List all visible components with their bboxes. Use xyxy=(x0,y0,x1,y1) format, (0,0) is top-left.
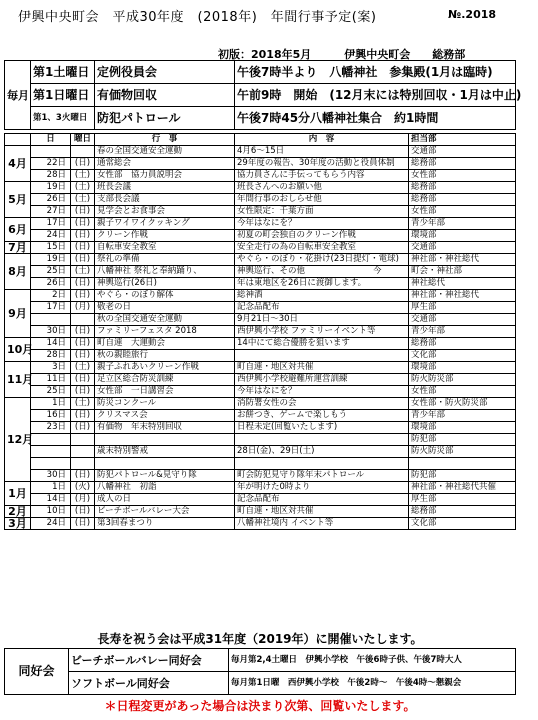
edition-line: 初版：2018年5月 伊興中央町会 総務部 xyxy=(218,48,466,61)
event-day: 22日 xyxy=(31,158,71,170)
event-weekday: (日) xyxy=(71,338,95,350)
event-detail xyxy=(235,350,409,362)
event-weekday: (日) xyxy=(71,218,95,230)
month-label: 3月 xyxy=(5,518,31,530)
event-dept: 文化部 xyxy=(409,518,516,530)
event-day: 24日 xyxy=(31,518,71,530)
schedule-row xyxy=(5,326,516,338)
event-dept: 総務部 xyxy=(409,506,516,518)
event-day: 17日 xyxy=(31,302,71,314)
header-day: 日 xyxy=(31,134,71,146)
schedule-row xyxy=(5,350,516,362)
event-weekday xyxy=(71,434,95,446)
schedule-row xyxy=(5,302,516,314)
club-name: ソフトボール同好会 xyxy=(69,672,229,695)
header-weekday: 曜日 xyxy=(71,134,95,146)
event-name: 春の全国交通安全運動 xyxy=(95,146,235,158)
monthly-label: 毎月 xyxy=(5,61,31,130)
event-dept xyxy=(409,458,516,470)
event-day: 28日 xyxy=(31,350,71,362)
schedule-row xyxy=(5,506,516,518)
event-dept: 交通部 xyxy=(409,146,516,158)
monthly-detail: 午後7時45分八幡神社集合 約1時間 xyxy=(235,107,516,130)
event-dept: 防火防災部 xyxy=(409,374,516,386)
event-weekday: (土) xyxy=(71,398,95,410)
event-detail: 神輿巡行、その他 今 xyxy=(235,266,409,278)
schedule-row xyxy=(5,386,516,398)
clubs-table xyxy=(4,648,516,695)
event-dept: 文化部 xyxy=(409,350,516,362)
event-detail: 町自連・地区対共催 xyxy=(235,506,409,518)
event-dept: 交通部 xyxy=(409,314,516,326)
event-name: 成人の日 xyxy=(95,494,235,506)
event-detail: 西伊興小学校避難所運営訓練 xyxy=(235,374,409,386)
club-detail: 毎月第2,4土曜日 伊興小学校 午後6時子供、午後7時大人 xyxy=(229,649,516,672)
event-name xyxy=(95,434,235,446)
event-dept: 青少年部 xyxy=(409,218,516,230)
event-detail: 町自連・地区対共催 xyxy=(235,362,409,374)
event-day: 30日 xyxy=(31,470,71,482)
event-dept: 交通部 xyxy=(409,242,516,254)
event-weekday: (日) xyxy=(71,422,95,434)
event-weekday: (日) xyxy=(71,374,95,386)
event-weekday: (土) xyxy=(71,194,95,206)
event-dept: 防犯部 xyxy=(409,434,516,446)
event-detail: 14中にて総合優勝を狙います xyxy=(235,338,409,350)
event-dept: 神社部・神社総代 xyxy=(409,254,516,266)
event-day xyxy=(31,146,71,158)
event-weekday: (土) xyxy=(71,182,95,194)
event-dept: 総務部 xyxy=(409,338,516,350)
document-number: №.2018 xyxy=(448,8,497,21)
event-name: 第3回春まつり xyxy=(95,518,235,530)
schedule-row xyxy=(5,362,516,374)
event-dept: 厚生部 xyxy=(409,302,516,314)
event-name: 祭礼の準備 xyxy=(95,254,235,266)
longevity-notice: 長寿を祝う会は平成31年度（2019年）に開催いたします。 xyxy=(97,632,423,646)
event-name xyxy=(95,458,235,470)
event-day: 26日 xyxy=(31,278,71,290)
event-detail: 年間行事のおしらせ他 xyxy=(235,194,409,206)
event-detail: お餅つき、ゲームで楽しもう xyxy=(235,410,409,422)
event-name: 女性部 協力員説明会 xyxy=(95,170,235,182)
club-row xyxy=(5,649,516,672)
event-day: 1日 xyxy=(31,398,71,410)
event-weekday: (日) xyxy=(71,326,95,338)
schedule-row xyxy=(5,422,516,434)
event-weekday: (火) xyxy=(71,482,95,494)
event-day: 19日 xyxy=(31,254,71,266)
event-day xyxy=(31,446,71,458)
event-weekday: (月) xyxy=(71,302,95,314)
event-name: 親子ワイワイクッキング xyxy=(95,218,235,230)
schedule-row xyxy=(5,194,516,206)
event-weekday: (土) xyxy=(71,362,95,374)
event-day: 25日 xyxy=(31,386,71,398)
club-name: ビーチボールバレー同好会 xyxy=(69,649,229,672)
event-detail: 協力員さんに手伝ってもらう内容 xyxy=(235,170,409,182)
event-dept: 防犯部 xyxy=(409,470,516,482)
event-day: 23日 xyxy=(31,422,71,434)
event-name: 防災コンクール xyxy=(95,398,235,410)
event-name: ビーチボールバレー大会 xyxy=(95,506,235,518)
event-name: やぐら・のぼり解体 xyxy=(95,290,235,302)
event-day: 30日 xyxy=(31,326,71,338)
event-dept: 防火防災部 xyxy=(409,446,516,458)
header-event: 行 事 xyxy=(95,134,235,146)
month-label: 6月 xyxy=(5,218,31,242)
event-detail: 西伊興小学校 ファミリーイベント等 xyxy=(235,326,409,338)
event-name: 八幡神社 初詣 xyxy=(95,482,235,494)
event-detail: 総神酒 xyxy=(235,290,409,302)
monthly-event: 防犯パトロール xyxy=(95,107,235,130)
event-detail: 年が明けた0時より xyxy=(235,482,409,494)
monthly-events-table xyxy=(4,60,522,130)
event-detail: 八幡神社境内 イベント等 xyxy=(235,518,409,530)
event-detail: 消防署女性の会 xyxy=(235,398,409,410)
event-day: 10日 xyxy=(31,506,71,518)
schedule-row xyxy=(5,434,516,446)
event-day: 3日 xyxy=(31,362,71,374)
month-label: 5月 xyxy=(5,182,31,218)
month-label: 11月 xyxy=(5,362,31,398)
event-detail: 今年はなにを？ xyxy=(235,386,409,398)
month-label: 10月 xyxy=(5,338,31,362)
schedule-header-row xyxy=(5,134,516,146)
event-day: 2日 xyxy=(31,290,71,302)
event-day: 14日 xyxy=(31,494,71,506)
monthly-detail: 午後7時半より 八幡神社 参集殿(1月は臨時) xyxy=(235,61,516,84)
event-name: 八幡神社 祭礼と奉納踊り、 xyxy=(95,266,235,278)
clubs-label: 同好会 xyxy=(5,649,69,695)
monthly-when: 第1日曜日 xyxy=(31,84,95,107)
event-name: 秋の親睦旅行 xyxy=(95,350,235,362)
schedule-row xyxy=(5,278,516,290)
annual-schedule-table xyxy=(4,133,516,530)
monthly-detail: 午前9時 開始 (12月末には特別回収・1月は中止) xyxy=(235,84,516,107)
event-detail: 女性限定：千葉方面 xyxy=(235,206,409,218)
schedule-row xyxy=(5,410,516,422)
event-detail: 28日(金)、29日(土) xyxy=(235,446,409,458)
monthly-when: 第1、3火曜日 xyxy=(31,107,95,130)
event-name: 神輿巡行(26日) xyxy=(95,278,235,290)
event-name: 歳末特別警戒 xyxy=(95,446,235,458)
event-weekday: (日) xyxy=(71,158,95,170)
event-day: 1日 xyxy=(31,482,71,494)
event-day xyxy=(31,458,71,470)
schedule-row xyxy=(5,254,516,266)
event-dept: 女性部 xyxy=(409,386,516,398)
event-detail: 町会防犯見守り隊年末パトロール xyxy=(235,470,409,482)
event-dept: 環境部 xyxy=(409,362,516,374)
club-row xyxy=(5,672,516,695)
event-day: 19日 xyxy=(31,182,71,194)
schedule-row xyxy=(5,290,516,302)
event-detail: 今年はなにを？ xyxy=(235,218,409,230)
schedule-row xyxy=(5,494,516,506)
schedule-row xyxy=(5,470,516,482)
event-name: 通常総会 xyxy=(95,158,235,170)
event-detail: 29年度の報告、30年度の活動と役員体制 xyxy=(235,158,409,170)
event-dept: 神社部・神社総代共催 xyxy=(409,482,516,494)
event-dept: 女性部 xyxy=(409,206,516,218)
event-day: 26日 xyxy=(31,194,71,206)
event-detail xyxy=(235,458,409,470)
schedule-row xyxy=(5,446,516,458)
monthly-event: 定例役員会 xyxy=(95,61,235,84)
event-name: 町自連 大運動会 xyxy=(95,338,235,350)
event-dept: 環境部 xyxy=(409,230,516,242)
event-name: 自転車安全教室 xyxy=(95,242,235,254)
event-detail: 初夏の町会独自のクリーン作戦 xyxy=(235,230,409,242)
event-day: 15日 xyxy=(31,242,71,254)
event-dept: 青少年部 xyxy=(409,410,516,422)
event-dept: 女性部・防火防災部 xyxy=(409,398,516,410)
month-label: 9月 xyxy=(5,290,31,338)
event-weekday: (日) xyxy=(71,506,95,518)
event-weekday: (土) xyxy=(71,266,95,278)
event-name: 秋の全国交通安全運動 xyxy=(95,314,235,326)
month-label: 4月 xyxy=(5,146,31,182)
header-detail: 内 容 xyxy=(235,134,409,146)
event-day: 17日 xyxy=(31,218,71,230)
event-detail: 記念品配布 xyxy=(235,302,409,314)
month-label: 2月 xyxy=(5,506,31,518)
schedule-row xyxy=(5,518,516,530)
document-title: 伊興中央町会 平成30年度 (2018年) 年間行事予定(案) xyxy=(18,10,377,25)
month-label: 1月 xyxy=(5,482,31,506)
schedule-row xyxy=(5,338,516,350)
month-label: 8月 xyxy=(5,254,31,290)
event-name: 班長会議 xyxy=(95,182,235,194)
schedule-row xyxy=(5,266,516,278)
event-weekday xyxy=(71,146,95,158)
monthly-event: 有価物回収 xyxy=(95,84,235,107)
event-day: 24日 xyxy=(31,230,71,242)
event-weekday: (日) xyxy=(71,470,95,482)
monthly-when: 第1土曜日 xyxy=(31,61,95,84)
schedule-row xyxy=(5,170,516,182)
event-dept: 女性部 xyxy=(409,170,516,182)
schedule-row xyxy=(5,158,516,170)
event-day: 11日 xyxy=(31,374,71,386)
event-weekday: (土) xyxy=(71,170,95,182)
event-weekday xyxy=(71,314,95,326)
schedule-row xyxy=(5,206,516,218)
event-name: ファミリーフェスタ 2018 xyxy=(95,326,235,338)
event-weekday: (日) xyxy=(71,518,95,530)
event-weekday: (日) xyxy=(71,290,95,302)
event-dept: 青少年部 xyxy=(409,326,516,338)
event-name: クリスマス会 xyxy=(95,410,235,422)
month-label: 12月 xyxy=(5,398,31,482)
event-name: 有価物 年末特別回収 xyxy=(95,422,235,434)
event-dept: 神社部・神社総代 xyxy=(409,290,516,302)
event-name: 見学会とお食事会 xyxy=(95,206,235,218)
event-weekday: (月) xyxy=(71,494,95,506)
event-detail: やぐら・のぼり・花掛け(23日提灯・電球) xyxy=(235,254,409,266)
schedule-row xyxy=(5,230,516,242)
event-dept: 厚生部 xyxy=(409,494,516,506)
event-detail: 9月21日～30日 xyxy=(235,314,409,326)
event-name: 支部長会議 xyxy=(95,194,235,206)
month-label: 7月 xyxy=(5,242,31,254)
event-weekday xyxy=(71,446,95,458)
event-detail: 年は東地区を26日に渡御します。 xyxy=(235,278,409,290)
schedule-row xyxy=(5,242,516,254)
event-weekday: (日) xyxy=(71,350,95,362)
schedule-row xyxy=(5,458,516,470)
event-weekday: (日) xyxy=(71,386,95,398)
event-name: クリーン作戦 xyxy=(95,230,235,242)
event-weekday: (日) xyxy=(71,206,95,218)
event-day: 28日 xyxy=(31,170,71,182)
event-weekday: (日) xyxy=(71,230,95,242)
event-detail: 4月6～15日 xyxy=(235,146,409,158)
event-weekday: (日) xyxy=(71,254,95,266)
header-dept: 担当部 xyxy=(409,134,516,146)
event-dept: 総務部 xyxy=(409,158,516,170)
monthly-row xyxy=(5,107,516,130)
header-month xyxy=(5,134,31,146)
event-dept: 神社総代 xyxy=(409,278,516,290)
event-weekday xyxy=(71,458,95,470)
event-weekday: (日) xyxy=(71,278,95,290)
event-dept: 環境部 xyxy=(409,422,516,434)
event-dept: 総務部 xyxy=(409,182,516,194)
event-detail: 日程未定(回覧いたします) xyxy=(235,422,409,434)
event-detail: 安全走行の為の自転車安全教室 xyxy=(235,242,409,254)
schedule-row xyxy=(5,482,516,494)
event-detail xyxy=(235,434,409,446)
schedule-row xyxy=(5,374,516,386)
club-detail: 毎月第1日曜 西伊興小学校 午後2時～ 午後4時～懇親会 xyxy=(229,672,516,695)
event-weekday: (日) xyxy=(71,242,95,254)
event-name: 親子ふれあいクリーン作戦 xyxy=(95,362,235,374)
change-notice-footer: ＊日程変更があった場合は決まり次第、回覧いたします。 xyxy=(104,699,416,713)
schedule-row xyxy=(5,398,516,410)
event-day: 25日 xyxy=(31,266,71,278)
event-day: 16日 xyxy=(31,410,71,422)
event-day xyxy=(31,314,71,326)
schedule-row xyxy=(5,182,516,194)
event-name: 足立区総合防災訓練 xyxy=(95,374,235,386)
event-weekday: (日) xyxy=(71,410,95,422)
event-name: 防犯パトロール&見守り隊 xyxy=(95,470,235,482)
event-dept: 町会・神社部 xyxy=(409,266,516,278)
event-dept: 総務部 xyxy=(409,194,516,206)
event-name: 敬老の日 xyxy=(95,302,235,314)
monthly-row xyxy=(5,61,516,84)
event-name: 女性部 一日講習会 xyxy=(95,386,235,398)
event-day: 27日 xyxy=(31,206,71,218)
schedule-row xyxy=(5,218,516,230)
event-detail: 班長さんへのお願い他 xyxy=(235,182,409,194)
monthly-row xyxy=(5,84,516,107)
event-day: 14日 xyxy=(31,338,71,350)
event-day xyxy=(31,434,71,446)
event-detail: 記念品配布 xyxy=(235,494,409,506)
schedule-row xyxy=(5,314,516,326)
schedule-row xyxy=(5,146,516,158)
